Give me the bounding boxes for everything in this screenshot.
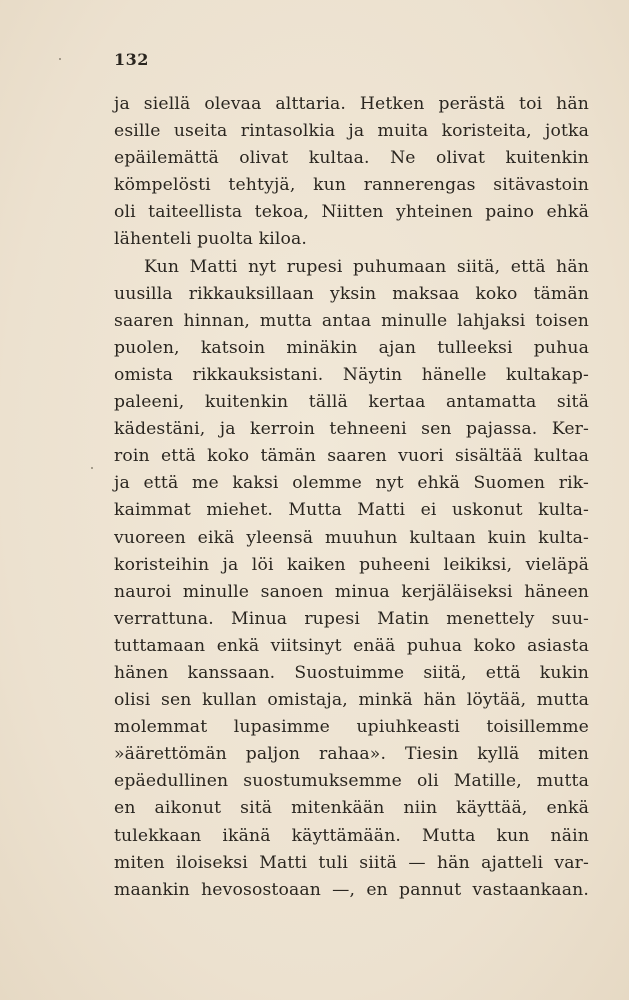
text-line: esille useita rintasolkia ja muita koristeita, jotka bbox=[114, 121, 589, 142]
text-line: ja että me kaksi olemme nyt ehkä Suomen rik- bbox=[114, 473, 589, 494]
page-number: 132 bbox=[114, 50, 149, 69]
text-line: koristeihin ja löi kaiken puheeni leikiksi, vieläpä bbox=[114, 554, 589, 575]
text-line: oli taiteellista tekoa, Niitten yhteinen paino ehkä bbox=[114, 202, 589, 223]
text-line-paragraph-end: lähenteli puolta kiloa. bbox=[114, 229, 308, 250]
text-line: kömpelösti tehtyjä, kun rannerengas sitävastoin bbox=[114, 175, 589, 196]
text-line: epäedullinen suostumuksemme oli Matille, mutta bbox=[114, 771, 589, 792]
text-line-paragraph-start: Kun Matti nyt rupesi puhumaan siitä, että hän bbox=[144, 256, 589, 277]
text-line: kaimmat miehet. Mutta Matti ei uskonut kulta- bbox=[114, 500, 589, 521]
page-speck-top bbox=[59, 58, 61, 60]
text-line: roin että koko tämän saaren vuori sisältää kultaa bbox=[114, 446, 589, 467]
text-line: maankin hevosostoaan —, en pannut vastaankaan. bbox=[114, 879, 589, 900]
text-line: saaren hinnan, mutta antaa minulle lahjaksi toisen bbox=[114, 310, 589, 331]
text-line: paleeni, kuitenkin tällä kertaa antamatta sitä bbox=[114, 392, 589, 413]
text-line: olisi sen kullan omistaja, minkä hän löytää, mutta bbox=[114, 690, 589, 711]
text-line: verrattuna. Minua rupesi Matin menettely suu- bbox=[114, 608, 589, 629]
text-line: en aikonut sitä mitenkään niin käyttää, enkä bbox=[114, 798, 589, 819]
text-line: epäilemättä olivat kultaa. Ne olivat kuitenkin bbox=[114, 148, 589, 169]
text-line: kädestäni, ja kerroin tehneeni sen pajassa. Ker- bbox=[114, 419, 589, 440]
text-line: omista rikkauksistani. Näytin hänelle kultakap- bbox=[114, 364, 589, 385]
text-line: miten iloiseksi Matti tuli siitä — hän ajatteli var- bbox=[114, 852, 589, 873]
text-line: uusilla rikkauksillaan yksin maksaa koko tämän bbox=[114, 283, 589, 304]
text-line: tuttamaan enkä viitsinyt enää puhua koko asiasta bbox=[114, 635, 589, 656]
text-line: ja siellä olevaa alttaria. Hetken perästä toi hän bbox=[114, 94, 589, 114]
text-line: hänen kanssaan. Suostuimme siitä, että kukin bbox=[114, 662, 589, 683]
text-line: nauroi minulle sanoen minua kerjäläiseksi häneen bbox=[114, 581, 589, 602]
text-line: vuoreen eikä yleensä muuhun kultaan kuin kulta- bbox=[114, 527, 589, 548]
text-line: puolen, katsoin minäkin ajan tulleeksi puhua bbox=[114, 337, 589, 358]
text-line: molemmat lupasimme upiuhkeasti toisillemme bbox=[114, 717, 589, 738]
text-line: »äärettömän paljon rahaa». Tiesin kyllä miten bbox=[114, 744, 589, 765]
text-line: tulekkaan ikänä käyttämään. Mutta kun näin bbox=[114, 825, 589, 846]
body-text bbox=[114, 91, 589, 904]
page-speck-left bbox=[91, 467, 93, 469]
